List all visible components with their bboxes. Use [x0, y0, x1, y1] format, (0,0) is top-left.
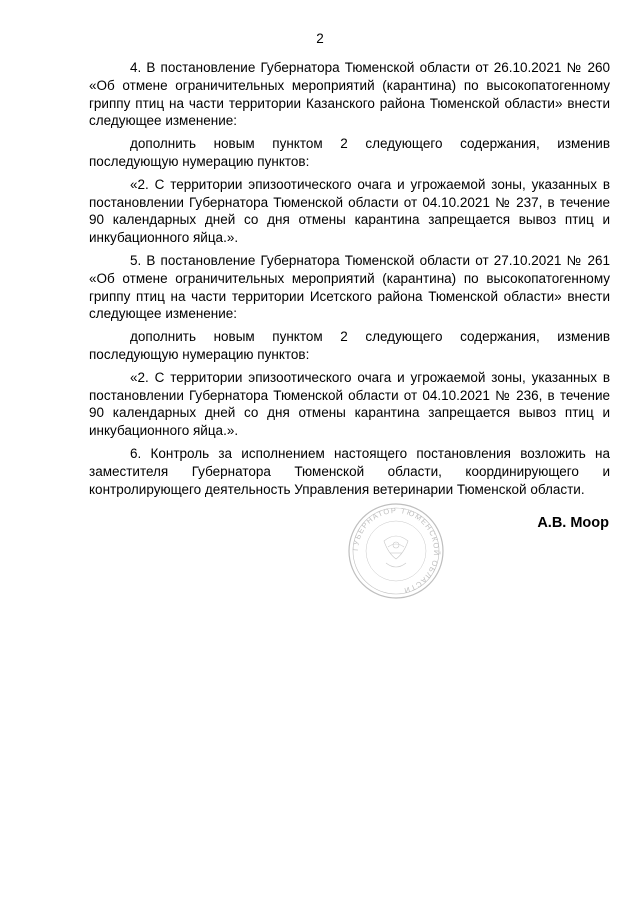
paragraph-item-5-amendment: дополнить новым пунктом 2 следующего содержания, изменив последующую нумерацию пунктов: — [89, 329, 610, 362]
paragraph-item-5-quote: «2. С территории эпизоотического очага и угрожаемой зоны, указанных в постановлении Губернатора Тюменской области от 04.10.2021 № 236, в течение 90 календарных дней со дня отмены карантина запрещается вывоз птиц и инкубационного яйца.». — [89, 369, 610, 439]
paragraph-item-4: 4. В постановление Губернатора Тюменской области от 26.10.2021 № 260 «Об отмене ограничительных мероприятий (карантина) по высокопатогенному гриппу птиц на части территории Казанского района Тюменской области» внести следующее изменение: — [89, 60, 610, 129]
signature-name: А.В. Моор — [537, 515, 609, 531]
page-number: 2 — [316, 31, 324, 46]
document-body — [89, 59, 610, 503]
paragraph-item-6: 6. Контроль за исполнением настоящего постановления возложить на заместителя Губернатора Тюменской области, координирующего и контролирующего деятельность Управления ветеринарии Тюменской области. — [89, 445, 610, 497]
seal-emblem — [384, 536, 408, 567]
official-seal — [346, 501, 446, 601]
paragraph-item-4-quote: «2. С территории эпизоотического очага и угрожаемой зоны, указанных в постановлении Губернатора Тюменской области от 04.10.2021 № 237, в течение 90 календарных дней со дня отмены карантина запрещается вывоз птиц и инкубационного яйца.». — [89, 176, 610, 246]
seal-text: ГУБЕРНАТОР ТЮМЕНСКОЙ ОБЛАСТИ — [350, 505, 442, 596]
paragraph-item-5: 5. В постановление Губернатора Тюменской области от 27.10.2021 № 261 «Об отмене ограничительных мероприятий (карантина) по высокопатогенному гриппу птиц на части территории Исетского района Тюменской области» внести следующее изменение: — [89, 252, 610, 322]
svg-text:ГУБЕРНАТОР ТЮМЕНСКОЙ ОБЛАСТИ — [351, 506, 441, 595]
paragraph-item-4-amendment: дополнить новым пунктом 2 следующего содержания, изменив последующую нумерацию пунктов: — [89, 136, 610, 169]
